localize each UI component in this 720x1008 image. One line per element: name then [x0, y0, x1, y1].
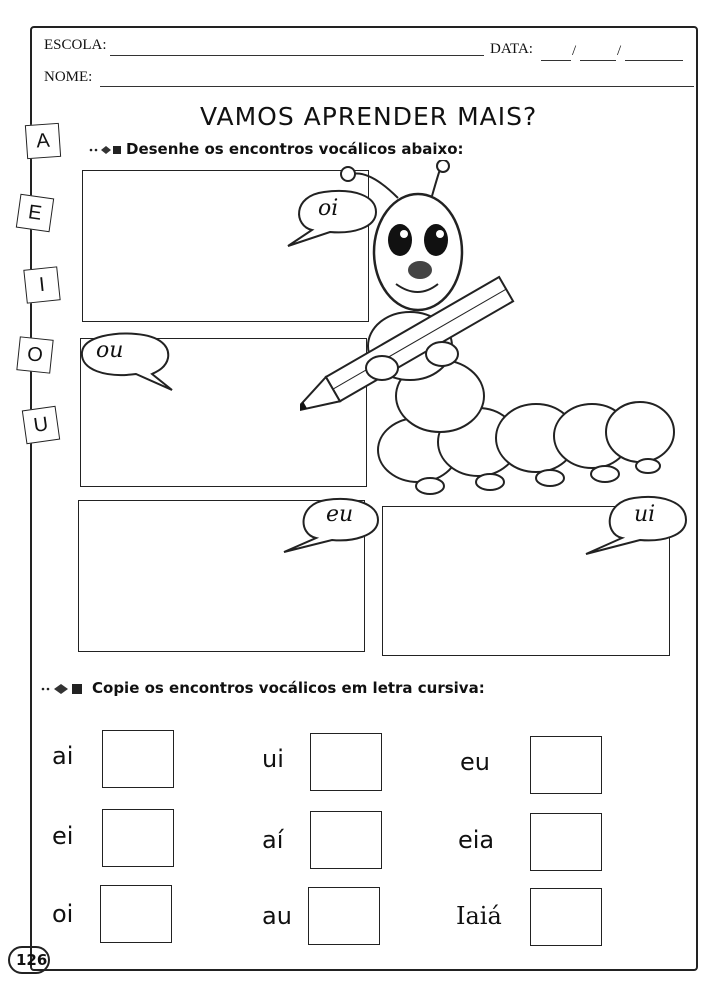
draw-instruction-text: Desenhe os encontros vocálicos abaixo: [126, 140, 464, 158]
page-number: 126 [16, 951, 48, 969]
bubble-text-ui: ui [634, 502, 656, 527]
vowel-tile-o: O [16, 336, 53, 373]
pair-label-ai-accent: aí [262, 826, 284, 854]
copy-box-ui[interactable] [310, 733, 382, 791]
pair-label-ui: ui [262, 745, 284, 773]
pair-label-oi: oi [52, 900, 74, 928]
vowel-tile-i: I [23, 266, 60, 303]
name-field[interactable] [100, 86, 694, 87]
speech-bubble-shape-icon [76, 330, 176, 392]
pair-label-eia: eia [458, 826, 495, 854]
vowel-tile-u: U [22, 406, 60, 444]
bubble-text-eu: eu [326, 502, 354, 527]
copy-box-iaia[interactable] [530, 888, 602, 946]
draw-instruction [88, 140, 464, 158]
date-month-field[interactable] [580, 60, 616, 61]
vowel-tile-e: E [16, 194, 54, 232]
school-label: ESCOLA: [44, 37, 107, 53]
copy-box-ei[interactable] [102, 809, 174, 867]
date-slash: / [617, 43, 622, 59]
copy-instruction-text: Copie os encontros vocálicos em letra cursiva: [92, 679, 485, 697]
copy-box-ai-accent[interactable] [310, 811, 382, 869]
speech-bubble-eu [280, 494, 384, 556]
copy-box-ai[interactable] [102, 730, 174, 788]
date-slash: / [572, 43, 577, 59]
copy-box-eu[interactable] [530, 736, 602, 794]
caterpillar-illustration [300, 160, 680, 500]
school-field[interactable] [110, 55, 484, 56]
page-title: VAMOS APRENDER MAIS? [200, 102, 538, 131]
speech-bubble-ou [76, 330, 176, 392]
pair-label-au: au [262, 902, 292, 930]
copy-instruction [40, 679, 485, 697]
date-label: DATA: [490, 41, 533, 57]
bubble-text-ou: ou [96, 338, 124, 363]
copy-box-eia[interactable] [530, 813, 602, 871]
pair-label-ei: ei [52, 822, 74, 850]
bubble-text-oi: oi [318, 196, 339, 221]
date-year-field[interactable] [625, 60, 683, 61]
speech-bubble-ui [582, 492, 692, 558]
vowel-tile-a: A [25, 123, 61, 159]
copy-box-oi[interactable] [100, 885, 172, 943]
copy-box-au[interactable] [308, 887, 380, 945]
arrow-bullet-icon [40, 683, 88, 695]
pair-label-iaia: Iaiá [456, 902, 502, 930]
pair-label-ai: ai [52, 742, 74, 770]
pair-label-eu: eu [460, 748, 490, 776]
arrow-bullet-icon [88, 144, 122, 156]
date-day-field[interactable] [541, 60, 571, 61]
name-label: NOME: [44, 69, 93, 85]
